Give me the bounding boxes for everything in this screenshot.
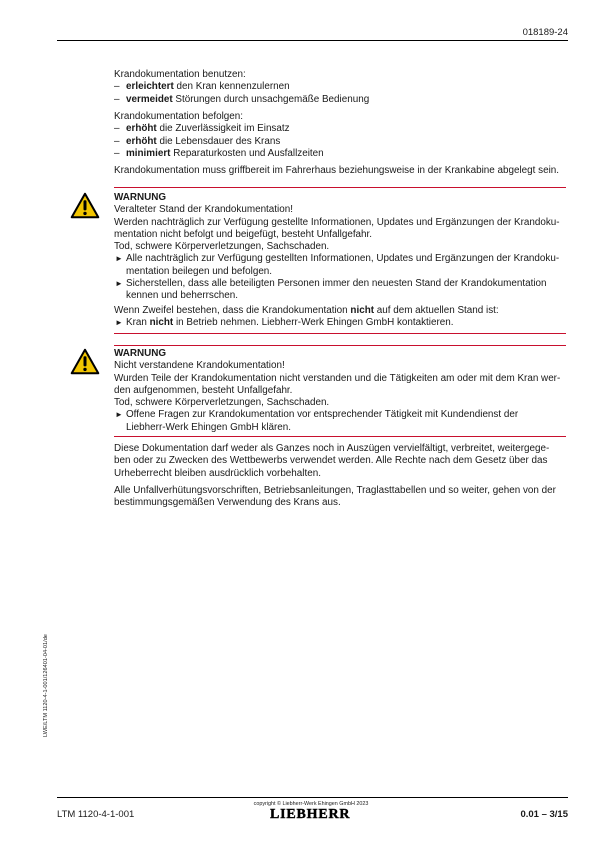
warning-title: Veralteter Stand der Krandokumentation! bbox=[114, 204, 293, 216]
hazard-cause-line: Werden nachträglich zur Verfügung gestellte Informationen, Updates und Ergänzungen der Krandoku- bbox=[114, 216, 560, 228]
warning-icon bbox=[70, 348, 100, 375]
emphasis: erleichtert bbox=[126, 81, 174, 93]
list-dash: – bbox=[114, 147, 120, 159]
action-step-continued: mentation beilegen und befolgen. bbox=[126, 265, 273, 277]
use-heading: Krandokumentation benutzen: bbox=[114, 69, 246, 80]
hazard-consequence: Tod, schwere Körperverletzungen, Sachschaden. bbox=[114, 397, 330, 409]
warning-bottom-rule bbox=[114, 436, 566, 437]
hazard-cause-line: Wurden Teile der Krandokumentation nicht verstanden und die Tätigkeiten am oder mit dem Kran wer- bbox=[114, 372, 561, 384]
action-arrow: ► bbox=[115, 254, 123, 264]
action-step-continued: Liebherr-Werk Ehingen GmbH klären. bbox=[126, 421, 292, 433]
action-step-continued: kennen und beherrschen. bbox=[126, 290, 239, 302]
follow-section bbox=[114, 111, 324, 160]
emphasis: minimiert bbox=[126, 147, 171, 159]
document-number: 018189-24 bbox=[522, 27, 568, 38]
list-dash: – bbox=[114, 135, 120, 147]
doubt-text: auf dem aktuellen Stand ist: bbox=[374, 305, 499, 316]
item-text: den Kran kennenzulernen bbox=[173, 81, 290, 93]
list-dash: – bbox=[114, 93, 120, 105]
footer-rule bbox=[57, 797, 568, 798]
warning-outdated bbox=[114, 192, 560, 303]
action-arrow: ► bbox=[115, 318, 123, 328]
emphasis: erhöht bbox=[126, 135, 157, 147]
doubt-text: Wenn Zweifel bestehen, dass die Krandokumentation bbox=[114, 305, 351, 316]
action-arrow: ► bbox=[115, 410, 123, 420]
notice-line: Urheberrecht bleiben ausdrücklich vorbehalten. bbox=[114, 467, 321, 479]
signal-word-text: WARNUNG bbox=[114, 192, 167, 203]
action-arrow: ► bbox=[115, 279, 123, 289]
action-step bbox=[114, 253, 560, 265]
warning-signal-word bbox=[114, 192, 560, 204]
hazard-cause-line: mentation nicht befolgt und beigefügt, besteht Unfallgefahr. bbox=[114, 228, 373, 240]
storage-note-text: Krandokumentation muss griffbereit im Fahrerhaus beziehungsweise in der Krankabine abgelegt sein. bbox=[114, 165, 559, 176]
emphasis: nicht bbox=[149, 317, 174, 329]
item-text: die Lebensdauer des Krans bbox=[156, 135, 281, 147]
storage-note bbox=[114, 165, 559, 177]
notice-line: ben oder zu Zwecken des Wettbewerbs verwendet werden. Alle Rechte nach dem Gesetz über das bbox=[114, 455, 548, 467]
list-item bbox=[114, 123, 324, 135]
action-step bbox=[114, 278, 560, 290]
emphasis: erhöht bbox=[126, 123, 157, 135]
item-text: Reparaturkosten und Ausfallzeiten bbox=[170, 147, 324, 159]
liebherr-logo: LIEBHERR bbox=[270, 807, 351, 822]
doubt-condition bbox=[114, 305, 499, 317]
action-text: in Betrieb nehmen. Liebherr-Werk Ehingen GmbH kontaktieren. bbox=[173, 317, 454, 329]
action-text: Kran bbox=[126, 317, 150, 329]
warning-icon bbox=[70, 192, 100, 219]
list-dash: – bbox=[114, 81, 120, 93]
header-rule bbox=[57, 40, 568, 41]
action-text: Alle nachträglich zur Verfügung gestellten Informationen, Updates und Ergänzungen der Krandoku- bbox=[126, 253, 560, 265]
footer-model: LTM 1120-4-1-001 bbox=[57, 809, 135, 820]
emphasis: vermeidet bbox=[126, 93, 173, 105]
warning-bottom-rule bbox=[114, 333, 566, 334]
use-section bbox=[114, 69, 369, 106]
action-step bbox=[114, 317, 499, 329]
signal-word-text: WARNUNG bbox=[114, 348, 167, 359]
follow-heading: Krandokumentation befolgen: bbox=[114, 111, 244, 122]
warning-title: Nicht verstandene Krandokumentation! bbox=[114, 360, 285, 372]
list-dash: – bbox=[114, 123, 120, 135]
list-item bbox=[114, 94, 369, 106]
list-item bbox=[114, 136, 324, 148]
list-item bbox=[114, 81, 369, 93]
doubt-section bbox=[114, 305, 499, 330]
notice-line: Alle Unfallverhütungsvorschriften, Betriebsanleitungen, Traglasttabellen und so weiter, gehen von der bbox=[114, 485, 556, 496]
action-text: Offene Fragen zur Krandokumentation vor entsprechender Tätigkeit mit Kundendienst der bbox=[126, 409, 519, 421]
action-text: Sicherstellen, dass alle beteiligten Personen immer den neuesten Stand der Krandokumentation bbox=[126, 278, 547, 290]
hazard-consequence: Tod, schwere Körperverletzungen, Sachschaden. bbox=[114, 241, 330, 253]
footer-copyright: copyright © Liebherr-Werk Ehingen GmbH 2023 bbox=[253, 801, 369, 807]
hazard-cause-line: den aufgenommen, besteht Unfallgefahr. bbox=[114, 384, 293, 396]
notice-line: Diese Dokumentation darf weder als Ganzes noch in Auszügen vervielfältigt, verbreitet, weitergege- bbox=[114, 443, 550, 454]
emphasis: nicht bbox=[350, 305, 375, 316]
warning-top-rule bbox=[114, 187, 566, 188]
list-item bbox=[114, 148, 324, 160]
action-step bbox=[114, 409, 560, 421]
copyright-notice bbox=[114, 443, 549, 480]
side-reference: LWE/LTM 1120-4-1-001/126401-04-01/de bbox=[43, 634, 49, 737]
warning-top-rule bbox=[114, 345, 566, 346]
notice-line: bestimmungsgemäßen Verwendung des Krans aus. bbox=[114, 497, 341, 509]
usage-notice bbox=[114, 485, 556, 510]
item-text: Störungen durch unsachgemäße Bedienung bbox=[172, 93, 370, 105]
warning-signal-word bbox=[114, 348, 560, 360]
page-number: 0.01 – 3/15 bbox=[520, 809, 568, 820]
warning-not-understood bbox=[114, 348, 560, 434]
item-text: die Zuverlässigkeit im Einsatz bbox=[156, 123, 290, 135]
